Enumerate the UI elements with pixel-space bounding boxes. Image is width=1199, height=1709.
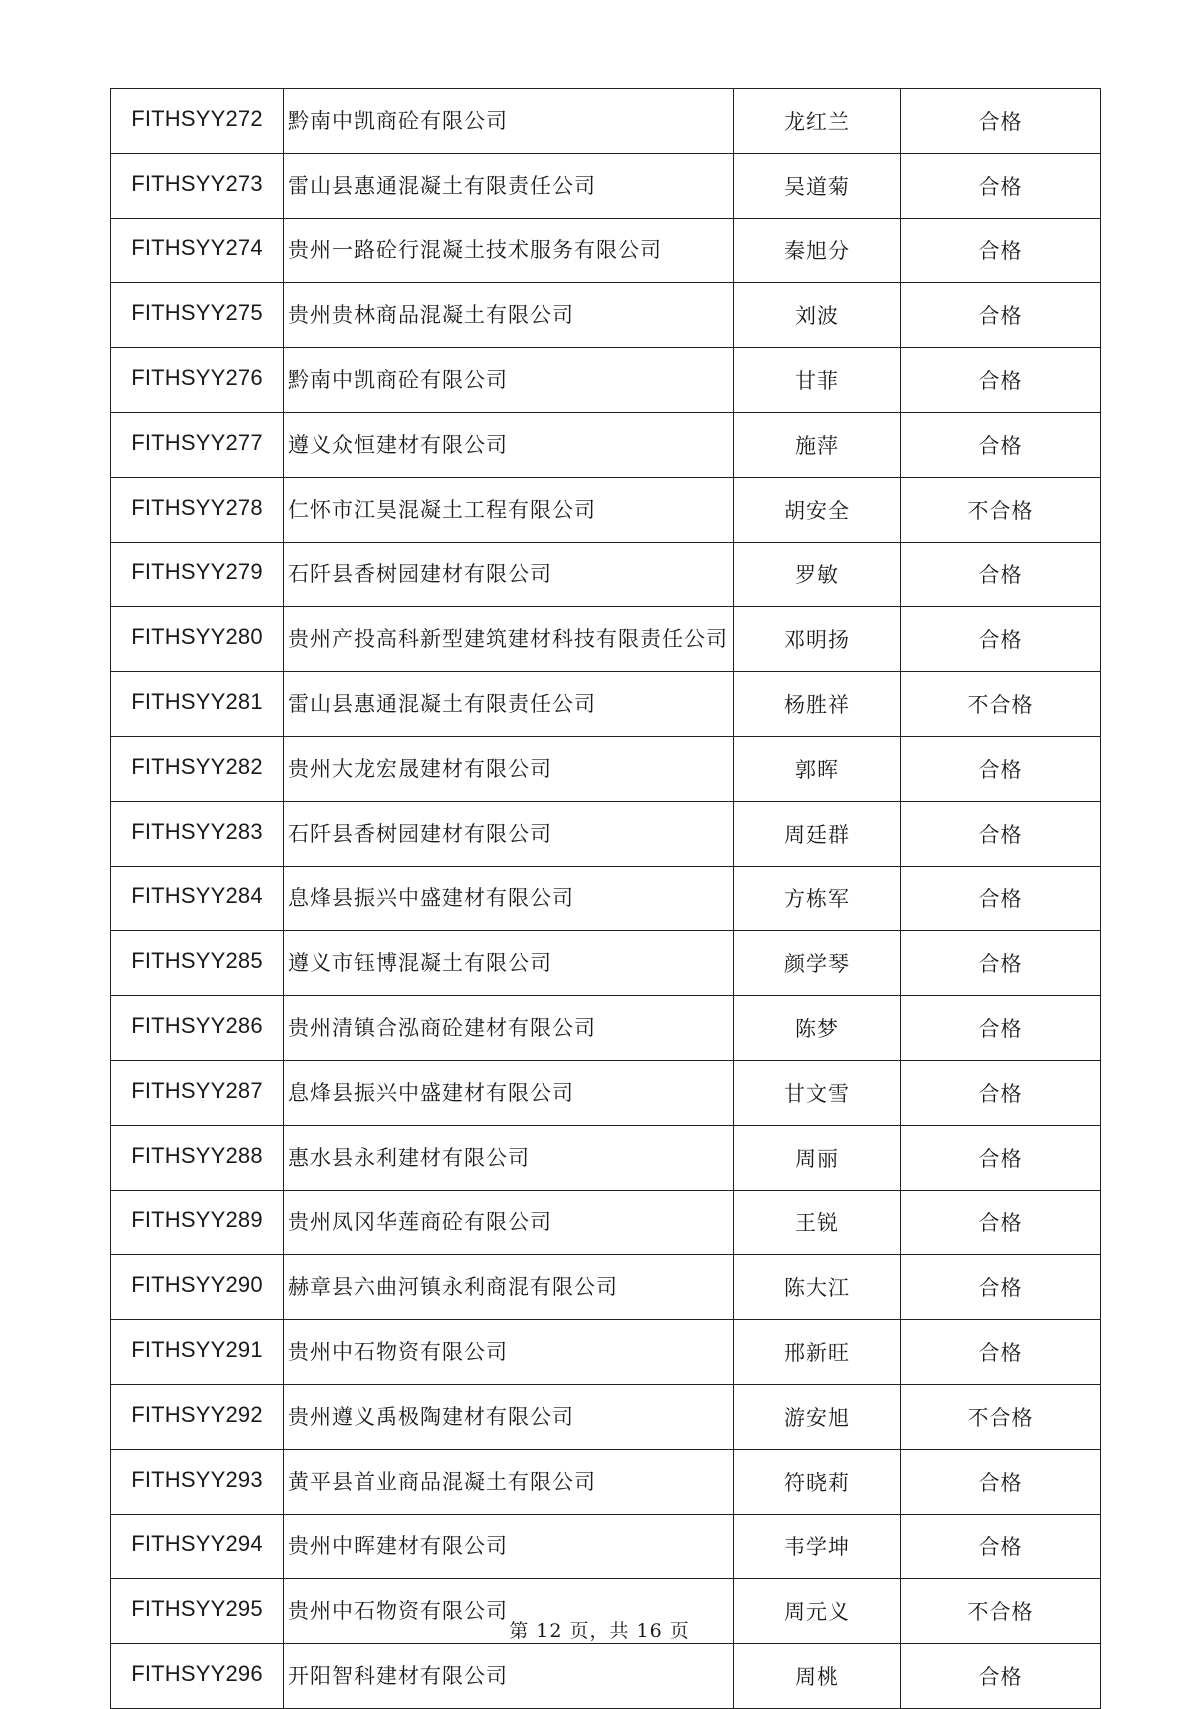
result-cell: 合格: [901, 607, 1101, 672]
person-name-cell: 颜学琴: [734, 931, 901, 996]
company-name-cell: 黄平县首业商品混凝土有限公司: [284, 1449, 734, 1514]
person-name-cell: 韦学坤: [734, 1514, 901, 1579]
table-row: [111, 801, 1101, 866]
person-name-cell: 胡安全: [734, 477, 901, 542]
company-name-cell: 黔南中凯商砼有限公司: [284, 89, 734, 154]
table-row: [111, 1060, 1101, 1125]
record-id-cell: FITHSYY287: [111, 1060, 284, 1125]
record-id-cell: FITHSYY292: [111, 1384, 284, 1449]
result-cell: 合格: [901, 1125, 1101, 1190]
result-cell: 合格: [901, 542, 1101, 607]
table-row: [111, 1190, 1101, 1255]
person-name-cell: 周丽: [734, 1125, 901, 1190]
table-row: [111, 931, 1101, 996]
person-name-cell: 陈大江: [734, 1255, 901, 1320]
table-row: [111, 1644, 1101, 1709]
result-cell: 合格: [901, 283, 1101, 348]
table-row: [111, 542, 1101, 607]
person-name-cell: 吴道菊: [734, 153, 901, 218]
table-row: [111, 477, 1101, 542]
person-name-cell: 方栋军: [734, 866, 901, 931]
record-id-cell: FITHSYY293: [111, 1449, 284, 1514]
table-row: [111, 153, 1101, 218]
person-name-cell: 施萍: [734, 412, 901, 477]
record-id-cell: FITHSYY284: [111, 866, 284, 931]
person-name-cell: 游安旭: [734, 1384, 901, 1449]
table-row: [111, 736, 1101, 801]
table-row: [111, 1255, 1101, 1320]
person-name-cell: 甘菲: [734, 348, 901, 413]
result-cell: 合格: [901, 1320, 1101, 1385]
record-id-cell: FITHSYY274: [111, 218, 284, 283]
company-name-cell: 贵州中石物资有限公司: [284, 1320, 734, 1385]
company-name-cell: 息烽县振兴中盛建材有限公司: [284, 866, 734, 931]
company-name-cell: 遵义市钰博混凝土有限公司: [284, 931, 734, 996]
person-name-cell: 王锐: [734, 1190, 901, 1255]
record-id-cell: FITHSYY279: [111, 542, 284, 607]
company-name-cell: 遵义众恒建材有限公司: [284, 412, 734, 477]
result-cell: 合格: [901, 1449, 1101, 1514]
record-id-cell: FITHSYY288: [111, 1125, 284, 1190]
result-cell: 不合格: [901, 1384, 1101, 1449]
result-cell: 合格: [901, 736, 1101, 801]
table-row: [111, 672, 1101, 737]
record-id-cell: FITHSYY272: [111, 89, 284, 154]
record-id-cell: FITHSYY296: [111, 1644, 284, 1709]
person-name-cell: 刘波: [734, 283, 901, 348]
result-cell: 不合格: [901, 1579, 1101, 1644]
company-name-cell: 贵州遵义禹极陶建材有限公司: [284, 1384, 734, 1449]
result-cell: 合格: [901, 1644, 1101, 1709]
table-row: [111, 89, 1101, 154]
result-cell: 合格: [901, 1514, 1101, 1579]
record-id-cell: FITHSYY290: [111, 1255, 284, 1320]
record-id-cell: FITHSYY289: [111, 1190, 284, 1255]
result-cell: 合格: [901, 996, 1101, 1061]
table-row: [111, 348, 1101, 413]
company-name-cell: 石阡县香树园建材有限公司: [284, 801, 734, 866]
person-name-cell: 周桃: [734, 1644, 901, 1709]
result-cell: 合格: [901, 866, 1101, 931]
result-cell: 不合格: [901, 672, 1101, 737]
result-cell: 合格: [901, 89, 1101, 154]
company-name-cell: 雷山县惠通混凝土有限责任公司: [284, 153, 734, 218]
table-row: [111, 1449, 1101, 1514]
record-id-cell: FITHSYY295: [111, 1579, 284, 1644]
table-row: [111, 1320, 1101, 1385]
person-name-cell: 杨胜祥: [734, 672, 901, 737]
result-cell: 合格: [901, 218, 1101, 283]
person-name-cell: 龙红兰: [734, 89, 901, 154]
record-id-cell: FITHSYY283: [111, 801, 284, 866]
result-cell: 不合格: [901, 477, 1101, 542]
company-name-cell: 赫章县六曲河镇永利商混有限公司: [284, 1255, 734, 1320]
table-row: [111, 218, 1101, 283]
record-id-cell: FITHSYY282: [111, 736, 284, 801]
table-row: [111, 283, 1101, 348]
result-cell: 合格: [901, 348, 1101, 413]
record-id-cell: FITHSYY275: [111, 283, 284, 348]
person-name-cell: 秦旭分: [734, 218, 901, 283]
company-name-cell: 惠水县永利建材有限公司: [284, 1125, 734, 1190]
record-id-cell: FITHSYY285: [111, 931, 284, 996]
result-cell: 合格: [901, 931, 1101, 996]
results-table-body: [111, 89, 1101, 1709]
company-name-cell: 开阳智科建材有限公司: [284, 1644, 734, 1709]
person-name-cell: 邓明扬: [734, 607, 901, 672]
company-name-cell: 贵州中石物资有限公司: [284, 1579, 734, 1644]
person-name-cell: 符晓莉: [734, 1449, 901, 1514]
record-id-cell: FITHSYY278: [111, 477, 284, 542]
company-name-cell: 贵州凤冈华莲商砼有限公司: [284, 1190, 734, 1255]
table-row: [111, 607, 1101, 672]
result-cell: 合格: [901, 801, 1101, 866]
result-cell: 合格: [901, 1060, 1101, 1125]
result-cell: 合格: [901, 1190, 1101, 1255]
record-id-cell: FITHSYY286: [111, 996, 284, 1061]
record-id-cell: FITHSYY276: [111, 348, 284, 413]
record-id-cell: FITHSYY291: [111, 1320, 284, 1385]
results-table: [110, 88, 1101, 1709]
person-name-cell: 罗敏: [734, 542, 901, 607]
company-name-cell: 贵州产投高科新型建筑建材科技有限责任公司: [284, 607, 734, 672]
company-name-cell: 贵州大龙宏晟建材有限公司: [284, 736, 734, 801]
result-cell: 合格: [901, 1255, 1101, 1320]
person-name-cell: 郭晖: [734, 736, 901, 801]
person-name-cell: 周元义: [734, 1579, 901, 1644]
company-name-cell: 黔南中凯商砼有限公司: [284, 348, 734, 413]
company-name-cell: 息烽县振兴中盛建材有限公司: [284, 1060, 734, 1125]
company-name-cell: 贵州中晖建材有限公司: [284, 1514, 734, 1579]
result-cell: 合格: [901, 153, 1101, 218]
table-row: [111, 1514, 1101, 1579]
company-name-cell: 石阡县香树园建材有限公司: [284, 542, 734, 607]
record-id-cell: FITHSYY294: [111, 1514, 284, 1579]
company-name-cell: 仁怀市江昊混凝土工程有限公司: [284, 477, 734, 542]
record-id-cell: FITHSYY277: [111, 412, 284, 477]
result-cell: 合格: [901, 412, 1101, 477]
record-id-cell: FITHSYY280: [111, 607, 284, 672]
company-name-cell: 贵州清镇合泓商砼建材有限公司: [284, 996, 734, 1061]
company-name-cell: 贵州一路砼行混凝土技术服务有限公司: [284, 218, 734, 283]
company-name-cell: 雷山县惠通混凝土有限责任公司: [284, 672, 734, 737]
table-row: [111, 866, 1101, 931]
page-number-footer: 第 12 页，共 16 页: [509, 1620, 690, 1642]
table-row: [111, 1384, 1101, 1449]
person-name-cell: 周廷群: [734, 801, 901, 866]
record-id-cell: FITHSYY273: [111, 153, 284, 218]
person-name-cell: 邢新旺: [734, 1320, 901, 1385]
person-name-cell: 陈梦: [734, 996, 901, 1061]
table-row: [111, 412, 1101, 477]
company-name-cell: 贵州贵林商品混凝土有限公司: [284, 283, 734, 348]
table-row: [111, 1125, 1101, 1190]
record-id-cell: FITHSYY281: [111, 672, 284, 737]
table-row: [111, 996, 1101, 1061]
person-name-cell: 甘文雪: [734, 1060, 901, 1125]
